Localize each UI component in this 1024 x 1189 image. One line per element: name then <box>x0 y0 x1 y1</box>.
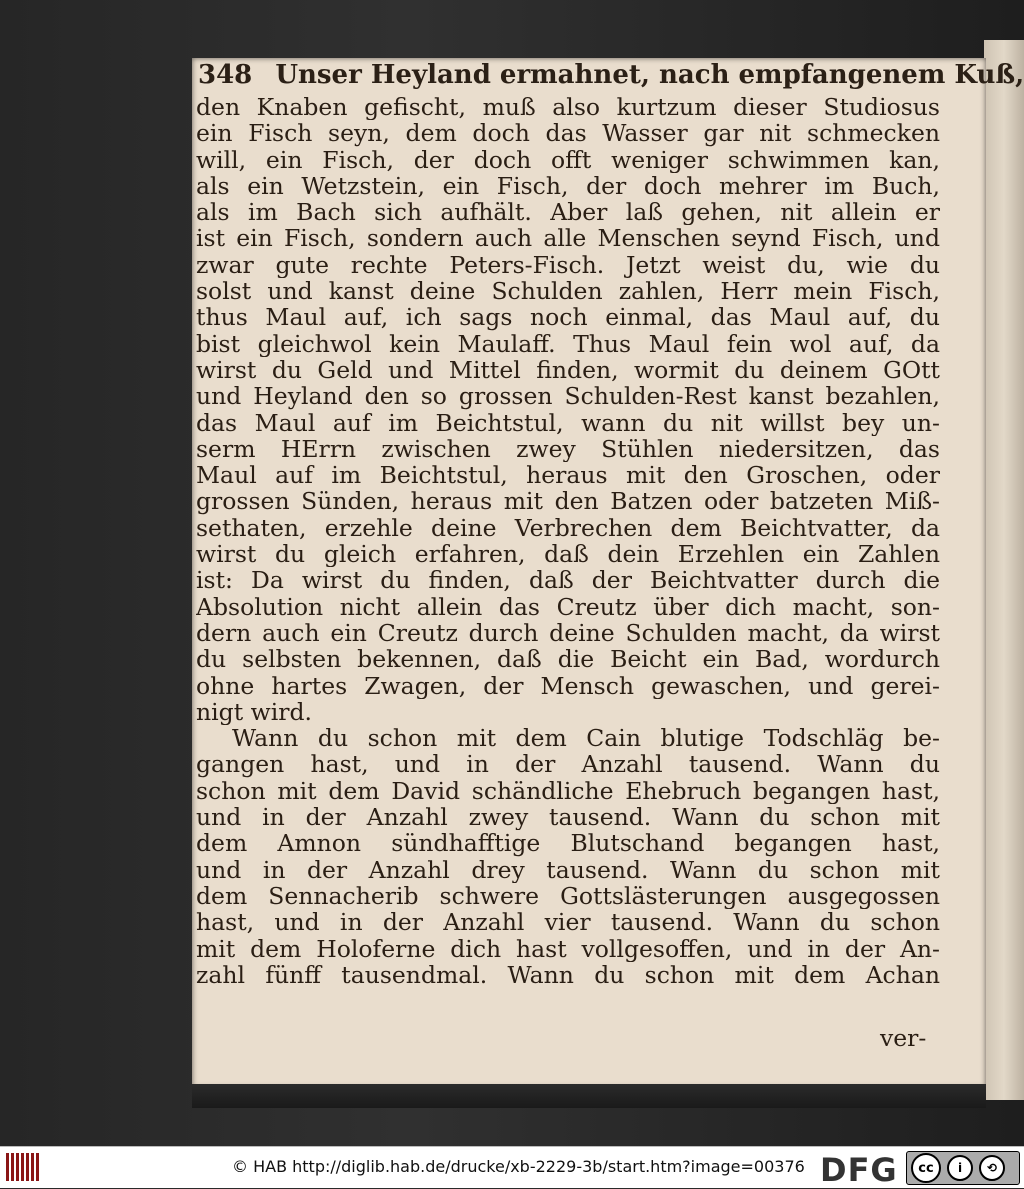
text-line: thus Maul auf, ich sags noch einmal, das Maul auf, du <box>196 304 940 331</box>
text-line: ein Fisch seyn, dem doch das Wasser gar nit schmecken <box>196 120 940 147</box>
attribution-icon: i <box>947 1155 973 1181</box>
dfg-logo: DFG <box>820 1151 898 1189</box>
text-line: sethaten, erzehle deine Verbrechen dem Beichtvatter, da <box>196 514 940 542</box>
text-line: als im Bach sich aufhält. Aber laß gehen, nit allein er <box>196 199 940 226</box>
library-logo-icon <box>6 1153 42 1181</box>
source-link[interactable]: © HAB http://diglib.hab.de/drucke/xb-2229-3b/start.htm?image=00376 <box>232 1157 805 1176</box>
text-line: zwar gute rechte Peters-Fisch. Jetzt weist du, wie du <box>196 251 940 279</box>
page-edge <box>984 40 1024 1100</box>
text-line: als ein Wetzstein, ein Fisch, der doch mehrer im Buch, <box>196 172 940 200</box>
page-header <box>198 60 1024 90</box>
text-line: wirst du gleich erfahren, daß dein Erzehlen ein Zahlen <box>196 541 940 568</box>
license-badge[interactable] <box>906 1151 1020 1185</box>
text-line: ist ein Fisch, sondern auch alle Menschen seynd Fisch, und <box>196 225 940 252</box>
text-line: du selbsten bekennen, daß die Beicht ein Bad, wordurch <box>196 646 940 673</box>
text-line: ohne hartes Zwagen, der Mensch gewaschen, und gerei- <box>196 672 940 699</box>
viewer-footer <box>0 1146 1024 1188</box>
text-line: serm HErrn zwischen zwey Stühlen niedersitzen, das <box>196 435 940 463</box>
page-number: 348 <box>198 60 253 90</box>
text-line: dem Sennacherib schwere Gottslästerungen ausgegossen <box>196 882 940 910</box>
running-head: Unser Heyland ermahnet, nach empfangenem Kuß, <box>275 60 1024 90</box>
text-line: bist gleichwol kein Maulaff. Thus Maul fein wol auf, da <box>196 330 940 357</box>
body-text <box>196 94 940 988</box>
catchword: ver- <box>880 1024 927 1052</box>
text-line: dern auch ein Creutz durch deine Schulden macht, da wirst <box>196 619 940 647</box>
text-line: den Knaben gefischt, muß also kurtzum dieser Studiosus <box>196 94 940 121</box>
text-line: solst und kanst deine Schulden zahlen, Herr mein Fisch, <box>196 278 940 305</box>
text-line: nigt wird. <box>196 698 312 726</box>
text-line: ist: Da wirst du finden, daß der Beichtvatter durch die <box>196 567 940 594</box>
page-shadow <box>192 1084 986 1108</box>
text-line: schon mit dem David schändliche Ehebruch begangen hast, <box>196 777 940 805</box>
text-line: wirst du Geld und Mittel finden, wormit du deinem GOtt <box>196 356 940 384</box>
text-line: gangen hast, und in der Anzahl tausend. Wann du <box>196 751 940 778</box>
text-line: hast, und in der Anzahl vier tausend. Wann du schon <box>196 909 940 936</box>
text-line: und in der Anzahl drey tausend. Wann du schon mit <box>196 856 940 883</box>
text-line: das Maul auf im Beichtstul, wann du nit willst bey un- <box>196 409 940 436</box>
text-line: dem Amnon sündhafftige Blutschand begangen hast, <box>196 830 940 857</box>
text-line: und Heyland den so grossen Schulden-Rest kanst bezahlen, <box>196 383 940 410</box>
text-line: Maul auf im Beichtstul, heraus mit den Groschen, oder <box>196 462 940 489</box>
text-line: Wann du schon mit dem Cain blutige Todschläg be- <box>232 725 940 752</box>
share-alike-icon: ⟲ <box>979 1155 1005 1181</box>
text-line: mit dem Holoferne dich hast vollgesoffen, und in der An- <box>196 935 940 962</box>
text-line: zahl fünff tausendmal. Wann du schon mit dem Achan <box>196 961 940 989</box>
cc-icon: cc <box>911 1153 941 1183</box>
text-line: will, ein Fisch, der doch offt weniger schwimmen kan, <box>196 146 940 173</box>
text-line: grossen Sünden, heraus mit den Batzen oder batzeten Miß- <box>196 488 940 515</box>
text-line: Absolution nicht allein das Creutz über dich macht, son- <box>196 593 940 620</box>
text-line: und in der Anzahl zwey tausend. Wann du schon mit <box>196 804 940 831</box>
